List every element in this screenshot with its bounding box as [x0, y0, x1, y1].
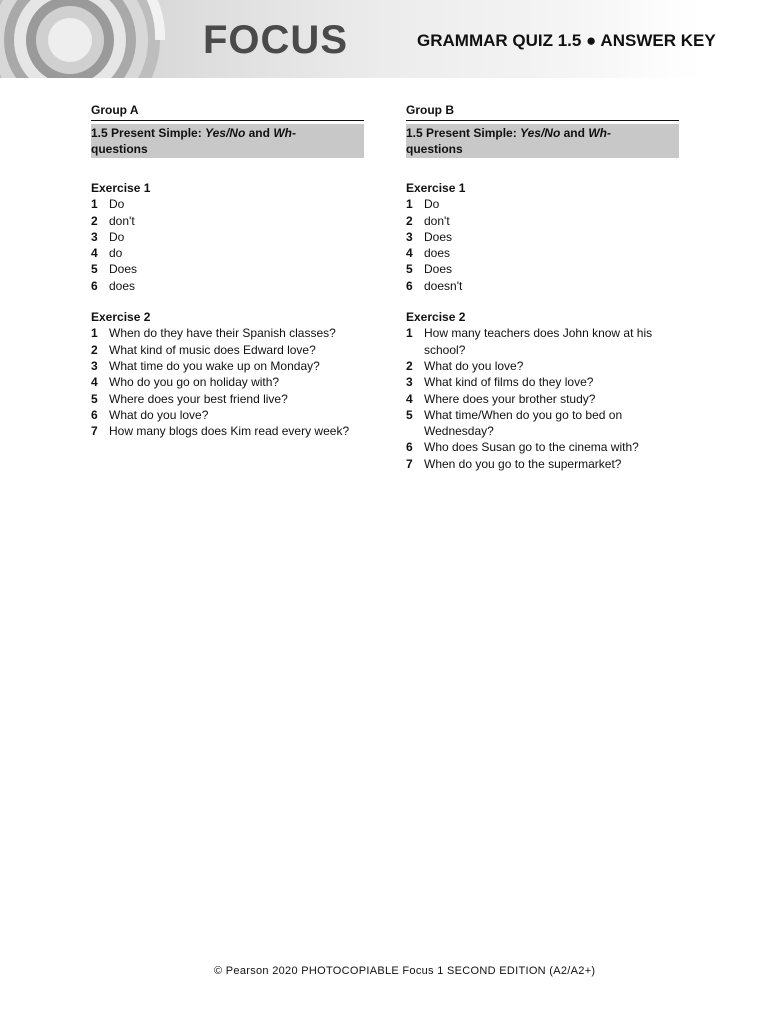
- item-answer: What time do you wake up on Monday?: [109, 358, 320, 373]
- item-number: 1: [406, 197, 413, 212]
- section-heading: [91, 124, 364, 158]
- list-item: [91, 278, 364, 294]
- list-item: [406, 374, 679, 390]
- list-item: [406, 261, 679, 277]
- item-answer: How many teachers does John know at his school?: [424, 326, 653, 357]
- item-number: 4: [91, 246, 98, 261]
- list-item: [406, 439, 679, 455]
- section-italic-wh: Wh-: [588, 126, 611, 140]
- list-item: [91, 391, 364, 407]
- item-number: 2: [91, 342, 98, 357]
- list-item: [406, 358, 679, 374]
- item-answer: doesn't: [424, 278, 463, 293]
- item-number: 1: [406, 326, 413, 341]
- item-answer: What kind of films do they love?: [424, 375, 594, 390]
- section-prefix: 1.5 Present Simple:: [406, 126, 521, 140]
- group-a-column: [91, 102, 364, 439]
- item-answer: What time/When do you go to bed on Wednesday?: [424, 407, 623, 439]
- exercise-1-answers: [91, 196, 364, 294]
- section-suffix: questions: [91, 142, 148, 157]
- item-answer: does: [424, 246, 451, 261]
- item-answer: When do you go to the supermarket?: [424, 456, 622, 471]
- exercise-title: Exercise 2: [406, 310, 466, 325]
- list-item: [91, 358, 364, 374]
- item-answer: don't: [109, 213, 135, 228]
- exercise-title: Exercise 1: [406, 181, 466, 195]
- item-number: 5: [91, 391, 98, 406]
- item-answer: How many blogs does Kim read every week?: [109, 424, 350, 439]
- list-item: [91, 342, 364, 358]
- section-suffix: questions: [406, 142, 463, 157]
- item-number: 2: [406, 358, 413, 373]
- group-b-column: [406, 102, 679, 472]
- item-answer: Does: [424, 229, 453, 244]
- list-item: [91, 407, 364, 423]
- focus-rings-graphic: [0, 0, 190, 78]
- list-item: [406, 245, 679, 261]
- item-number: 6: [406, 278, 413, 293]
- section-italic-yesno: Yes/No: [205, 126, 246, 140]
- list-item: [406, 229, 679, 245]
- item-answer: Where does your brother study?: [424, 391, 596, 406]
- item-answer: Do: [109, 229, 125, 244]
- list-item: [406, 391, 679, 407]
- item-answer: Where does your best friend live?: [109, 391, 288, 406]
- list-item: [91, 229, 364, 245]
- list-item: [91, 325, 364, 341]
- focus-logo: FOCUS: [203, 18, 348, 62]
- section-heading: [406, 124, 679, 158]
- copyright-footer: © Pearson 2020 PHOTOCOPIABLE Focus 1 SECOND EDITION (A2/A2+): [214, 965, 596, 977]
- item-number: 3: [406, 375, 413, 390]
- list-item: [406, 278, 679, 294]
- list-item: [406, 456, 679, 472]
- item-answer: What do you love?: [109, 407, 209, 422]
- item-answer: When do they have their Spanish classes?: [109, 326, 336, 341]
- list-item: [406, 325, 679, 358]
- list-item: [91, 213, 364, 229]
- section-middle: and: [245, 126, 274, 140]
- item-answer: Does: [424, 262, 453, 277]
- exercise-2-answers: [406, 325, 679, 472]
- exercise-title: Exercise 1: [91, 181, 151, 195]
- item-number: 5: [406, 262, 413, 277]
- list-item: [406, 213, 679, 229]
- list-item: [91, 196, 364, 212]
- item-number: 1: [91, 197, 98, 212]
- item-answer: Do: [109, 197, 125, 212]
- item-number: 6: [91, 278, 98, 293]
- exercise-2-answers: [91, 325, 364, 439]
- item-number: 7: [406, 456, 413, 471]
- section-middle: and: [560, 126, 589, 140]
- item-number: 2: [91, 213, 98, 228]
- exercise-title: Exercise 2: [91, 310, 151, 325]
- page-title: GRAMMAR QUIZ 1.5 ● ANSWER KEY: [417, 31, 716, 50]
- item-answer: What do you love?: [424, 358, 524, 373]
- list-item: [91, 261, 364, 277]
- item-number: 6: [406, 440, 413, 455]
- item-number: 3: [91, 358, 98, 373]
- item-answer: Who does Susan go to the cinema with?: [424, 440, 639, 455]
- list-item: [91, 245, 364, 261]
- item-number: 3: [91, 229, 98, 244]
- item-answer: don't: [424, 213, 450, 228]
- exercise-1-answers: [406, 196, 679, 294]
- list-item: [406, 196, 679, 212]
- item-number: 7: [91, 424, 98, 439]
- list-item: [91, 423, 364, 439]
- item-number: 6: [91, 407, 98, 422]
- item-answer: Do: [424, 197, 440, 212]
- item-number: 4: [406, 391, 413, 406]
- item-number: 2: [406, 213, 413, 228]
- section-italic-wh: Wh-: [273, 126, 296, 140]
- item-number: 3: [406, 229, 413, 244]
- group-label: Group A: [91, 102, 364, 121]
- item-number: 5: [406, 407, 413, 422]
- item-answer: does: [109, 278, 136, 293]
- item-number: 1: [91, 326, 98, 341]
- item-number: 4: [406, 246, 413, 261]
- item-answer: Does: [109, 262, 138, 277]
- item-answer: do: [109, 246, 123, 261]
- section-prefix: 1.5 Present Simple:: [91, 126, 206, 140]
- item-number: 4: [91, 375, 98, 390]
- group-label: Group B: [406, 102, 679, 121]
- list-item: [91, 374, 364, 390]
- item-answer: What kind of music does Edward love?: [109, 342, 316, 357]
- item-number: 5: [91, 262, 98, 277]
- list-item: [406, 407, 679, 440]
- item-answer: Who do you go on holiday with?: [109, 375, 280, 390]
- section-italic-yesno: Yes/No: [520, 126, 561, 140]
